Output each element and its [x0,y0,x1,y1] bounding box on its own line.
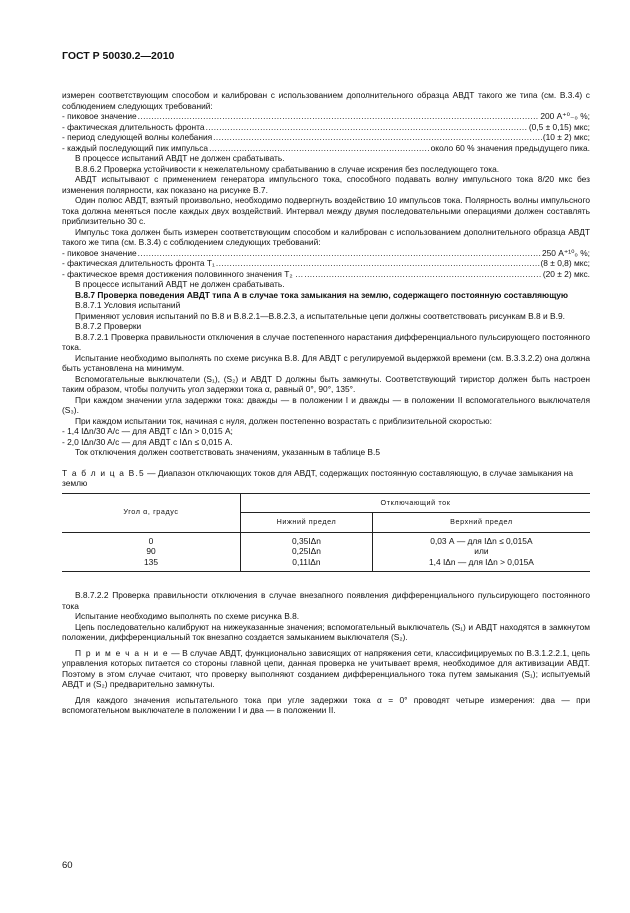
table-caption: Т а б л и ц а В.5 — Диапазон отключающих токов для АВДТ, содержащих постоянную составляющую, в случае замыкания на землю [62,467,574,488]
rate-item: - 1,4 IΔn/30 A/c — для АВДТ с IΔn > 0,015 А; [62,426,233,436]
paragraph: измерен соответствующим способом и калиброван с использованием дополнительного образца АВДТ такого же типа (см. В.3.4) с соблюдением следующих требований: [62,90,590,111]
paragraph: Испытание необходимо выполнять по схеме рисунка В.8. Для АВДТ с регулируемой выдержкой времени (см. В.3.3.2.2) она должна быть установлена на минимум. [62,352,590,373]
table-header-lower: Нижний предел [241,513,373,533]
table-cell: 0 [148,535,154,546]
table-cell: 0,35IΔn [291,535,321,546]
paragraph: Испытание необходимо выполнять по схеме рисунка В.8. [75,611,300,621]
note: П р и м е ч а н и е — В случае АВДТ, функционально зависящих от напряжения сети, классифицируемых по В.3.1.2.2.1, цепь управления которых питается со стороны главной цепи, данная проверка не учитывает время, необходимое для активизации АВДТ. Поэтому в этом случае считают, что проверку выполняют созданием дифференциального тока путем замыкания (S₁); испытуемый АВДТ и (S₂) предварительно замкнуты. [62,647,590,689]
section-heading: В.8.6.2 Проверка устойчивости к нежелательному срабатыванию в случае искрения без последующего тока. [75,163,500,174]
page-number: 60 [62,860,73,871]
page-header: ГОСТ Р 50030.2—2010 [62,50,175,62]
trip-current-table [62,493,590,573]
table-cell: 1,4 IΔn — для IΔn > 0,015А [428,556,534,567]
paragraph: Вспомогательные выключатели (S₁), (S₂) и АВДТ D должны быть замкнуты. Соответствующий тиристор должен быть настроен таким образом, чтобы получить угол задержки тока α, равный 0°, 90°, 135°. [62,373,590,394]
table-cell-lower [241,532,373,572]
paragraph: При каждом значении угла задержки тока: дважды — в положении I и дважды — в положении II вспомогательного выключателя (S₃). [62,394,590,415]
requirement-row: - пиковое значение ..... 200 А⁺⁰₋₀ %; [62,111,590,122]
paragraph: В процессе испытаний АВДТ не должен срабатывать. [75,279,285,289]
section-heading: В.8.7.1 Условия испытаний [75,300,181,310]
table-cell-upper [372,532,590,572]
document-body [62,90,590,716]
table-header-angle: Угол α, градус [62,493,241,532]
table-header-trip: Отключающий ток [241,493,591,513]
paragraph: В процессе испытаний АВДТ не должен срабатывать. [75,153,285,163]
table-cell: 0,25IΔn [291,546,321,556]
table-cell: 0,11IΔn [292,556,321,567]
paragraph: В.8.7.2.1 Проверка правильности отключения в случае постепенного нарастания дифференциального пульсирующего постоянного тока. [62,331,590,352]
paragraph: Применяют условия испытаний по В.8 и В.8.2.1—В.8.2.3, а испытательные цепи должны соответствовать рисункам В.8 и В.9. [75,310,565,321]
requirement-row: - фактическая длительность фронта ..... (0,5 ± 0,15) мкс; [62,122,590,133]
table-header-upper: Верхний предел [372,513,590,533]
paragraph: Цепь последовательно калибруют на нижеуказанные значения; вспомогательный выключатель (S₁) и АВДТ находятся в замкнутом положении, дифференциальный ток внезапно создается замыканием выключателя (S₂). [62,621,590,642]
paragraph: АВДТ испытывают с применением генератора импульсного тока, способного подавать волну импульсного тока 8/20 мкс без изменения полярности, как показано на рисунке В.7. [62,174,590,195]
section-heading: В.8.7 Проверка поведения АВДТ типа А в случае тока замыкания на землю, содержащего постоянную составляющую [75,289,569,300]
paragraph: В.8.7.2.2 Проверка правильности отключения в случае внезапного появления дифференциального пульсирующего постоянного тока [62,590,590,611]
paragraph: Для каждого значения испытательного тока при угле задержки тока α = 0° проводят четыре измерения: два — при вспомогательном выключателе в положении I и два — в положении II. [62,694,590,715]
table-cell: или [474,546,489,556]
table-cell: 90 [146,546,156,556]
paragraph: Ток отключения должен соответствовать значениям, указанным в таблице В.5 [75,447,380,457]
requirement-row: - каждый последующий пик импульса ..... около 60 % значения предыдущего пика. [62,143,590,154]
paragraph: Один полюс АВДТ, взятый произвольно, необходимо подвергнуть воздействию 10 импульсов тока. Полярность волны импульсного тока должна меняться после каждых двух воздействий. Интервал между двумя последовательными операциями должен составлять приблизительно 30 с. [62,195,590,226]
requirement-row: - пиковое значение ..... 250 А⁺¹⁰₀ %; [62,248,590,259]
requirement-row: - фактическое время достижения половинного значения T₂ … ..... (20 ± 2) мкс. [62,269,590,280]
paragraph: Импульс тока должен быть измерен соответствующим способом и калиброван с использованием дополнительного образца АВДТ такого же типа (см. В.3.4) с соблюдением следующих требований: [62,226,590,247]
section-heading: В.8.7.2 Проверки [75,321,142,331]
rate-item: - 2,0 IΔn/30 A/c — для АВДТ с IΔn ≤ 0,015 А. [62,436,233,447]
table-cell: 0,03 А — для IΔn ≤ 0,015А [430,535,533,546]
table-cell: 135 [144,556,158,567]
table-cell-angles [62,532,241,572]
requirement-row: - период следующей волны колебания ..... (10 ± 2) мкс; [62,132,590,143]
requirement-row: - фактическая длительность фронта T₁ ..... (8 ± 0,8) мкс; [62,258,590,269]
paragraph: При каждом испытании ток, начиная с нуля, должен постепенно возрастать с приблизительной скоростью: [75,415,492,426]
